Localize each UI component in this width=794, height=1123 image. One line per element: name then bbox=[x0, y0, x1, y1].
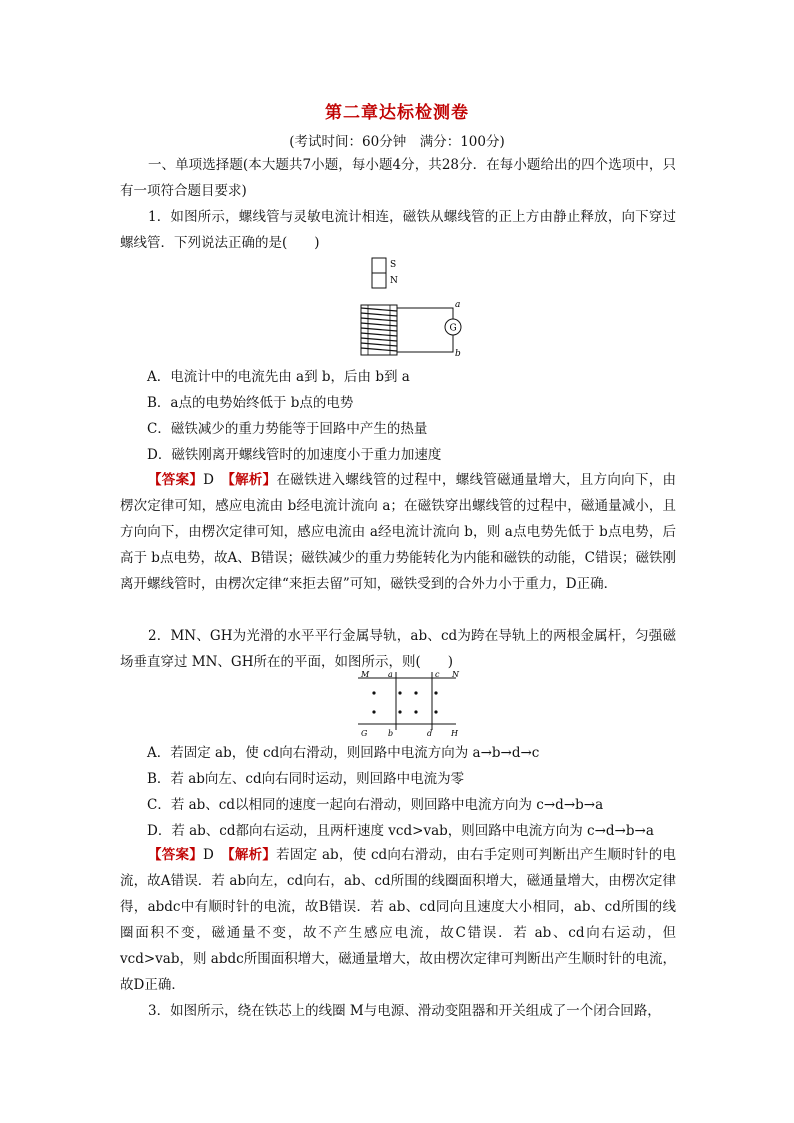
circuit-wires bbox=[397, 308, 453, 352]
solenoid-coil bbox=[361, 305, 397, 355]
rails bbox=[358, 678, 456, 724]
question-1-option-c: C．磁铁减少的重力势能等于回路中产生的热量 bbox=[147, 421, 428, 437]
question-2-solution bbox=[120, 842, 676, 998]
answer-value: D bbox=[203, 847, 214, 863]
label-n: N bbox=[452, 670, 459, 679]
question-2-option-d: D．若 ab、cd都向右运动，且两杆速度 vcd>vab，则回路中电流方向为 c→d→b→a bbox=[147, 823, 654, 839]
exam-info: (考试时间：60分钟 满分：100分) bbox=[289, 134, 505, 150]
analysis-text: 若固定 ab，使 cd向右滑动，由右手定则可判断出产生顺时针的电流，故A错误．若 ab向左，cd向右，ab、cd所围的线圈面积增大，磁通量增大，由楞次定律得，abdc中有顺时针的电流，故B错误．若 ab、cd同向且速度大小相同，ab、cd所围的线圈面积不变，磁通量不变，故不产生感应电流，故C错误．若 ab、cd向右运动，但 vcd>vab，则 abdc所围面积增大，磁通量增大，故由楞次定律可判断出产生顺时针的电流，故D正确． bbox=[120, 847, 677, 993]
magnetic-field-dots bbox=[372, 691, 437, 713]
label-c: c bbox=[435, 670, 440, 679]
solenoid-figure bbox=[345, 256, 465, 360]
page-title: 第二章达标检测卷 bbox=[325, 103, 469, 123]
terminal-a-label: a bbox=[455, 300, 461, 310]
question-1-option-a: A．电流计中的电流先由 a到 b，后由 b到 a bbox=[147, 369, 410, 385]
question-2-stem: 2．MN、GH为光滑的水平平行金属导轨，ab、cd为跨在导轨上的两根金属杆，匀强磁场垂直穿过 MN、GH所在的平面，如图所示，则( ) bbox=[120, 628, 676, 670]
section-heading: 一、单项选择题(本大题共7小题，每小题4分，共28分．在每小题给出的四个选项中，只有一项符合题目要求) bbox=[120, 157, 676, 199]
analysis-tag: 【解析】 bbox=[228, 472, 277, 488]
label-m: M bbox=[361, 670, 370, 679]
question-1-option-d: D．磁铁刚离开螺线管时的加速度小于重力加速度 bbox=[147, 447, 442, 463]
magnet-icon bbox=[372, 258, 386, 288]
question-1-solution bbox=[120, 467, 676, 597]
terminal-b-label: b bbox=[455, 349, 461, 359]
analysis-text: 在磁铁进入螺线管的过程中，螺线管磁通量增大，且方向向下，由楞次定律可知，感应电流由 b经电流计流向 a；在磁铁穿出螺线管的过程中，磁通量减小，且方向向下，由楞次定律可知，感应电流由 a经电流计流向 b，则 a点电势先低于 b点电势，后高于 b点电势，故A、B错误；磁铁减少的重力势能转化为内能和磁铁的动能，C错误；磁铁刚离开螺线管时，由楞次定律“来拒去留”可知，磁铁受到的合外力小于重力，D正确． bbox=[120, 472, 677, 592]
analysis-tag: 【解析】 bbox=[227, 847, 277, 863]
answer-value: D bbox=[203, 472, 214, 488]
question-2-option-c: C．若 ab、cd以相同的速度一起向右滑动，则回路中电流方向为 c→d→b→a bbox=[147, 797, 604, 813]
question-1-option-b: B．a点的电势始终低于 b点的电势 bbox=[147, 395, 354, 411]
label-a: a bbox=[388, 670, 393, 679]
question-2-option-b: B．若 ab向左、cd向右同时运动，则回路中电流为零 bbox=[147, 771, 465, 787]
galvanometer-label: G bbox=[449, 323, 457, 334]
magnet-south-label: S bbox=[390, 260, 397, 270]
question-3-stem: 3．如图所示，绕在铁芯上的线圈 M与电源、滑动变阻器和开关组成了一个闭合回路， bbox=[148, 1003, 661, 1019]
magnet-north-label: N bbox=[390, 276, 398, 286]
answer-tag: 【答案】 bbox=[148, 472, 204, 488]
metal-rods bbox=[396, 672, 432, 730]
rails-figure bbox=[352, 668, 462, 738]
label-d: d bbox=[427, 729, 433, 738]
question-2-option-a: A．若固定 ab，使 cd向右滑动，则回路中电流方向为 a→b→d→c bbox=[147, 745, 540, 761]
label-g: G bbox=[361, 729, 368, 738]
label-h: H bbox=[451, 729, 458, 738]
label-b: b bbox=[388, 729, 394, 738]
answer-tag: 【答案】 bbox=[148, 847, 204, 863]
galvanometer-icon bbox=[445, 319, 461, 335]
question-1-stem: 1．如图所示，螺线管与灵敏电流计相连，磁铁从螺线管的正上方由静止释放，向下穿过螺线管．下列说法正确的是( ) bbox=[120, 209, 676, 251]
